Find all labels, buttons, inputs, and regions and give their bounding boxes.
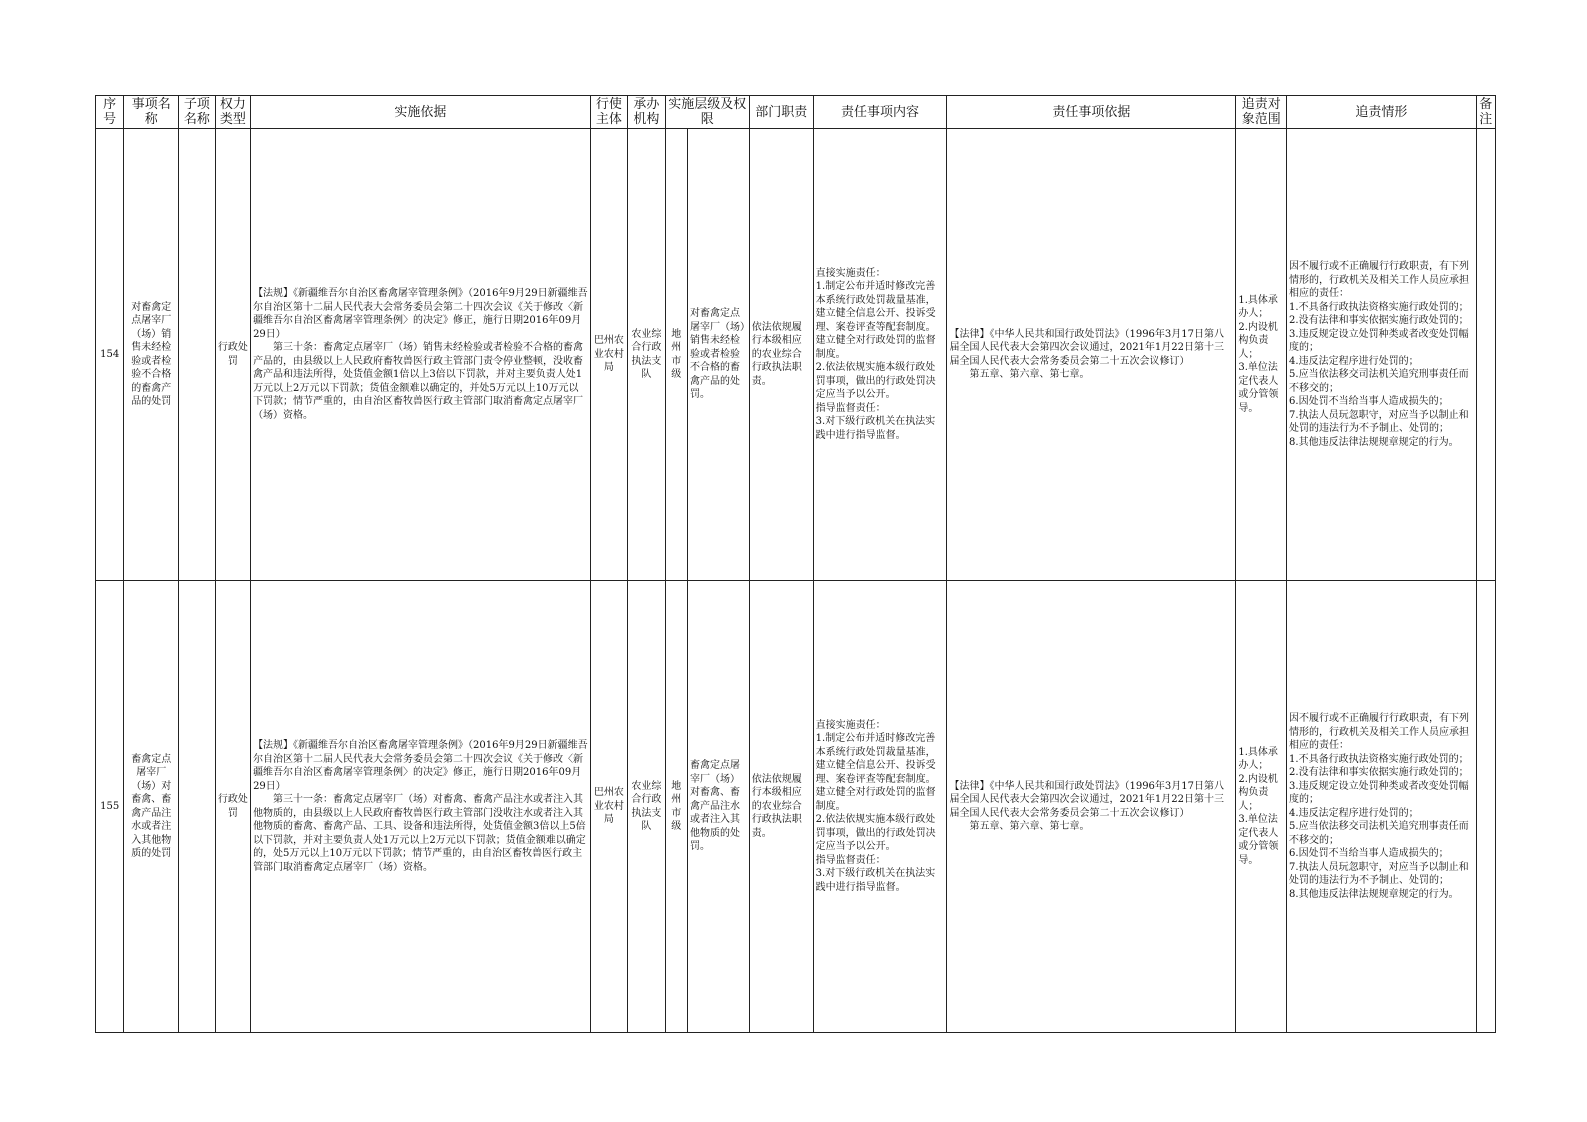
header-row xyxy=(96,96,1496,129)
header-item-name: 事项名称 xyxy=(124,96,179,129)
cell-sub-name xyxy=(179,129,215,581)
cell-resp-content: 直接实施责任： 1.制定公布并适时修改完善本系统行政处罚裁量基准，建立健全信息公开、投诉受理、案卷评查等配套制度。建立健全对行政处罚的监督制度。 2.依法依规实施本级行政处罚事项，做出的行政处罚决定应当予以公开。 指导监督责任： 3.对下级行政机关在执法实践中进行指导监督。 xyxy=(813,129,947,581)
cell-level-tier: 地州市级 xyxy=(665,129,687,581)
cell-level-scope: 对畜禽定点屠宰厂（场）销售未经检验或者检验不合格的畜禽产品的处罚。 xyxy=(687,129,749,581)
cell-resp-basis: 【法律】《中华人民共和国行政处罚法》（1996年3月17日第八届全国人民代表大会第四次会议通过，2021年1月22日第十三届全国人民代表大会常务委员会第二十五次会议修订） 第五章、第六章、第七章。 xyxy=(947,129,1236,581)
header-remark: 备注 xyxy=(1476,96,1495,129)
table-row xyxy=(96,129,1496,581)
cell-level-tier: 地州市级 xyxy=(665,581,687,1033)
header-basis: 实施依据 xyxy=(251,96,591,129)
cell-remark xyxy=(1476,581,1495,1033)
cell-organ: 农业综合行政执法支队 xyxy=(628,581,666,1033)
header-power-type: 权力类型 xyxy=(215,96,250,129)
header-scope: 追责对象范围 xyxy=(1236,96,1287,129)
header-organ: 承办机构 xyxy=(628,96,666,129)
cell-remark xyxy=(1476,129,1495,581)
cell-item-name: 畜禽定点屠宰厂（场）对畜禽、畜禽产品注水或者注入其他物质的处罚 xyxy=(124,581,179,1033)
cell-item-name: 对畜禽定点屠宰厂（场）销售未经检验或者检验不合格的畜禽产品的处罚 xyxy=(124,129,179,581)
cell-organ: 农业综合行政执法支队 xyxy=(628,129,666,581)
header-seq: 序号 xyxy=(96,96,124,129)
cell-sub-name xyxy=(179,581,215,1033)
header-subject: 行使主体 xyxy=(590,96,628,129)
cell-scope: 1.具体承办人； 2.内设机构负责人； 3.单位法定代表人或分管领导。 xyxy=(1236,581,1287,1033)
cell-resp-content: 直接实施责任： 1.制定公布并适时修改完善本系统行政处罚裁量基准，建立健全信息公开、投诉受理、案卷评查等配套制度。建立健全对行政处罚的监督制度。 2.依法依规实施本级行政处罚事项，做出的行政处罚决定应当予以公开。 指导监督责任： 3.对下级行政机关在执法实践中进行指导监督。 xyxy=(813,581,947,1033)
cell-dept-duty: 依法依规履行本级相应的农业综合行政执法职责。 xyxy=(749,129,813,581)
table-row xyxy=(96,581,1496,1033)
cell-basis: 【法规】《新疆维吾尔自治区畜禽屠宰管理条例》（2016年9月29日新疆维吾尔自治区第十二届人民代表大会常务委员会第二十四次会议《关于修改〈新疆维吾尔自治区畜禽屠宰管理条例〉的决定》修正，施行日期2016年09月29日） 第三十条：畜禽定点屠宰厂（场）销售未经检验或者检验不合格的畜禽产品的，由县级以上人民政府畜牧兽医行政主管部门责令停业整顿，没收畜禽产品和违法所得，处货值金额1倍以上3倍以下罚款，并对主要负责人处1万元以上2万元以下罚款；货值金额难以确定的，并处5万元以上10万元以下罚款；情节严重的，由自治区畜牧兽医行政主管部门取消畜禽定点屠宰厂（场）资格。 xyxy=(251,129,591,581)
header-resp-content: 责任事项内容 xyxy=(813,96,947,129)
header-resp-basis: 责任事项依据 xyxy=(947,96,1236,129)
header-situation: 追责情形 xyxy=(1287,96,1477,129)
cell-seq: 155 xyxy=(96,581,124,1033)
cell-subject: 巴州农业农村局 xyxy=(590,129,628,581)
cell-seq: 154 xyxy=(96,129,124,581)
cell-scope: 1.具体承办人； 2.内设机构负责人； 3.单位法定代表人或分管领导。 xyxy=(1236,129,1287,581)
header-level: 实施层级及权限 xyxy=(665,96,749,129)
cell-power-type: 行政处罚 xyxy=(215,581,250,1033)
cell-dept-duty: 依法依规履行本级相应的农业综合行政执法职责。 xyxy=(749,581,813,1033)
header-sub-name: 子项名称 xyxy=(179,96,215,129)
accountability-table xyxy=(95,95,1496,1033)
header-dept-duty: 部门职责 xyxy=(749,96,813,129)
cell-power-type: 行政处罚 xyxy=(215,129,250,581)
cell-situation: 因不履行或不正确履行行政职责，有下列情形的，行政机关及相关工作人员应承担相应的责任： 1.不具备行政执法资格实施行政处罚的； 2.没有法律和事实依据实施行政处罚的； 3.违反规定设立处罚种类或者改变处罚幅度的； 4.违反法定程序进行处罚的； 5.应当依法移交司法机关追究刑事责任而不移交的； 6.因处罚不当给当事人造成损失的； 7.执法人员玩忽职守，对应当予以制止和处罚的违法行为不予制止、处罚的； 8.其他违反法律法规规章规定的行为。 xyxy=(1287,581,1477,1033)
cell-situation: 因不履行或不正确履行行政职责，有下列情形的，行政机关及相关工作人员应承担相应的责任： 1.不具备行政执法资格实施行政处罚的； 2.没有法律和事实依据实施行政处罚的； 3.违反规定设立处罚种类或者改变处罚幅度的； 4.违反法定程序进行处罚的； 5.应当依法移交司法机关追究刑事责任而不移交的； 6.因处罚不当给当事人造成损失的； 7.执法人员玩忽职守，对应当予以制止和处罚的违法行为不予制止、处罚的； 8.其他违反法律法规规章规定的行为。 xyxy=(1287,129,1477,581)
cell-subject: 巴州农业农村局 xyxy=(590,581,628,1033)
cell-resp-basis: 【法律】《中华人民共和国行政处罚法》（1996年3月17日第八届全国人民代表大会第四次会议通过，2021年1月22日第十三届全国人民代表大会常务委员会第二十五次会议修订） 第五章、第六章、第七章。 xyxy=(947,581,1236,1033)
cell-basis: 【法规】《新疆维吾尔自治区畜禽屠宰管理条例》（2016年9月29日新疆维吾尔自治区第十二届人民代表大会常务委员会第二十四次会议《关于修改〈新疆维吾尔自治区畜禽屠宰管理条例〉的决定》修正，施行日期2016年09月29日） 第三十一条：畜禽定点屠宰厂（场）对畜禽、畜禽产品注水或者注入其他物质的，由县级以上人民政府畜牧兽医行政主管部门没收注水或者注入其他物质的畜禽、畜禽产品、工具、设备和违法所得，处货值金额3倍以上5倍以下罚款，并对主要负责人处1万元以上2万元以下罚款；货值金额难以确定的，处5万元以上10万元以下罚款；情节严重的，由自治区畜牧兽医行政主管部门取消畜禽定点屠宰厂（场）资格。 xyxy=(251,581,591,1033)
cell-level-scope: 畜禽定点屠宰厂（场）对畜禽、畜禽产品注水或者注入其他物质的处罚。 xyxy=(687,581,749,1033)
